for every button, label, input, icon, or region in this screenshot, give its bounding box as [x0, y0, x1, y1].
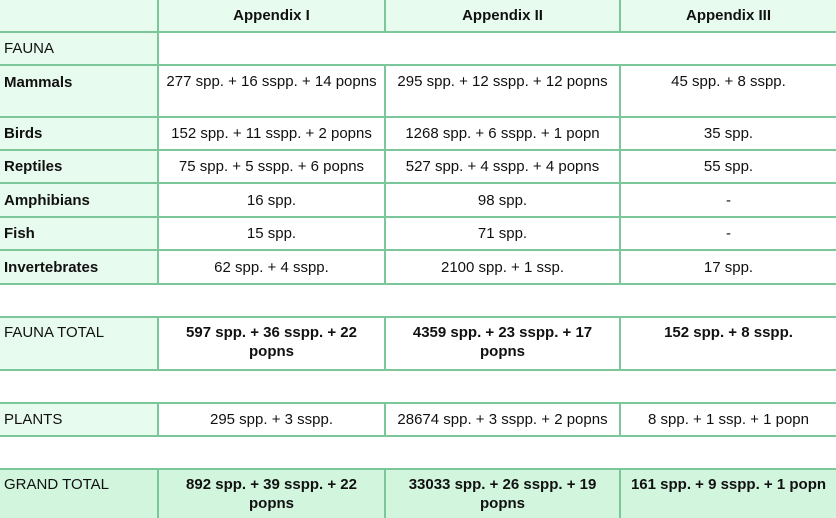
cell-appendix-3: 55 spp. [703, 158, 754, 175]
plants-appendix-3: 8 spp. + 1 ssp. + 1 popn [648, 411, 809, 428]
grid-line-h8 [0, 283, 836, 285]
row-label: Birds [4, 125, 43, 142]
row-label: Reptiles [4, 158, 63, 175]
grid-line-h12 [0, 435, 836, 437]
fauna-total-appendix-2: 4359 spp. + 23 sspp. + 17 popns [412, 324, 593, 360]
cell-appendix-1: 277 spp. + 16 sspp. + 14 popns [166, 73, 377, 90]
row-label: Fish [4, 225, 35, 242]
grand-total-appendix-3: 161 spp. + 9 sspp. + 1 popn [630, 476, 827, 493]
plants-label: PLANTS [4, 411, 63, 428]
cell-appendix-3: - [726, 225, 731, 242]
cell-appendix-1: 152 spp. + 11 sspp. + 2 popns [171, 125, 372, 142]
row-label: Mammals [4, 74, 73, 91]
cell-appendix-2: 527 spp. + 4 sspp. + 4 popns [405, 158, 600, 175]
cell-appendix-1: 15 spp. [246, 225, 297, 242]
fauna-total-label: FAUNA TOTAL [4, 324, 105, 341]
cell-appendix-2: 295 spp. + 12 sspp. + 12 popns [397, 73, 608, 90]
cell-appendix-3: 17 spp. [703, 258, 754, 276]
header-appendix-3: Appendix III [685, 7, 771, 24]
grand-total-label: GRAND TOTAL [4, 476, 110, 493]
cell-appendix-3: - [726, 191, 731, 209]
row-label: Amphibians [4, 191, 90, 209]
grand-total-appendix-2: 33033 spp. + 26 sspp. + 19 popns [408, 476, 597, 512]
cell-appendix-2: 1268 spp. + 6 sspp. + 1 popn [405, 125, 600, 142]
fauna-label: FAUNA [4, 40, 55, 57]
header-appendix-1: Appendix I [233, 7, 310, 24]
cell-appendix-1: 75 spp. + 5 sspp. + 6 popns [178, 158, 365, 175]
grand-total-appendix-1: 892 spp. + 39 sspp. + 22 popns [186, 476, 357, 512]
cell-appendix-1: 62 spp. + 4 sspp. [214, 258, 329, 276]
cell-appendix-2: 98 spp. [477, 191, 528, 209]
grid-line-h10 [0, 369, 836, 371]
fauna-total-appendix-1: 597 spp. + 36 sspp. + 22 popns [186, 324, 357, 360]
plants-appendix-2: 28674 spp. + 3 sspp. + 2 popns [397, 411, 608, 428]
plants-appendix-1: 295 spp. + 3 sspp. [209, 411, 333, 428]
header-appendix-2: Appendix II [462, 7, 543, 24]
cell-appendix-3: 45 spp. + 8 sspp. [671, 73, 786, 90]
row-label: Invertebrates [4, 258, 99, 276]
cell-appendix-2: 2100 spp. + 1 ssp. [440, 258, 564, 276]
cell-appendix-2: 71 spp. [477, 225, 528, 242]
cell-appendix-3: 35 spp. [703, 125, 754, 142]
cell-appendix-1: 16 spp. [246, 191, 297, 209]
fauna-total-appendix-3: 152 spp. + 8 sspp. [664, 324, 793, 341]
